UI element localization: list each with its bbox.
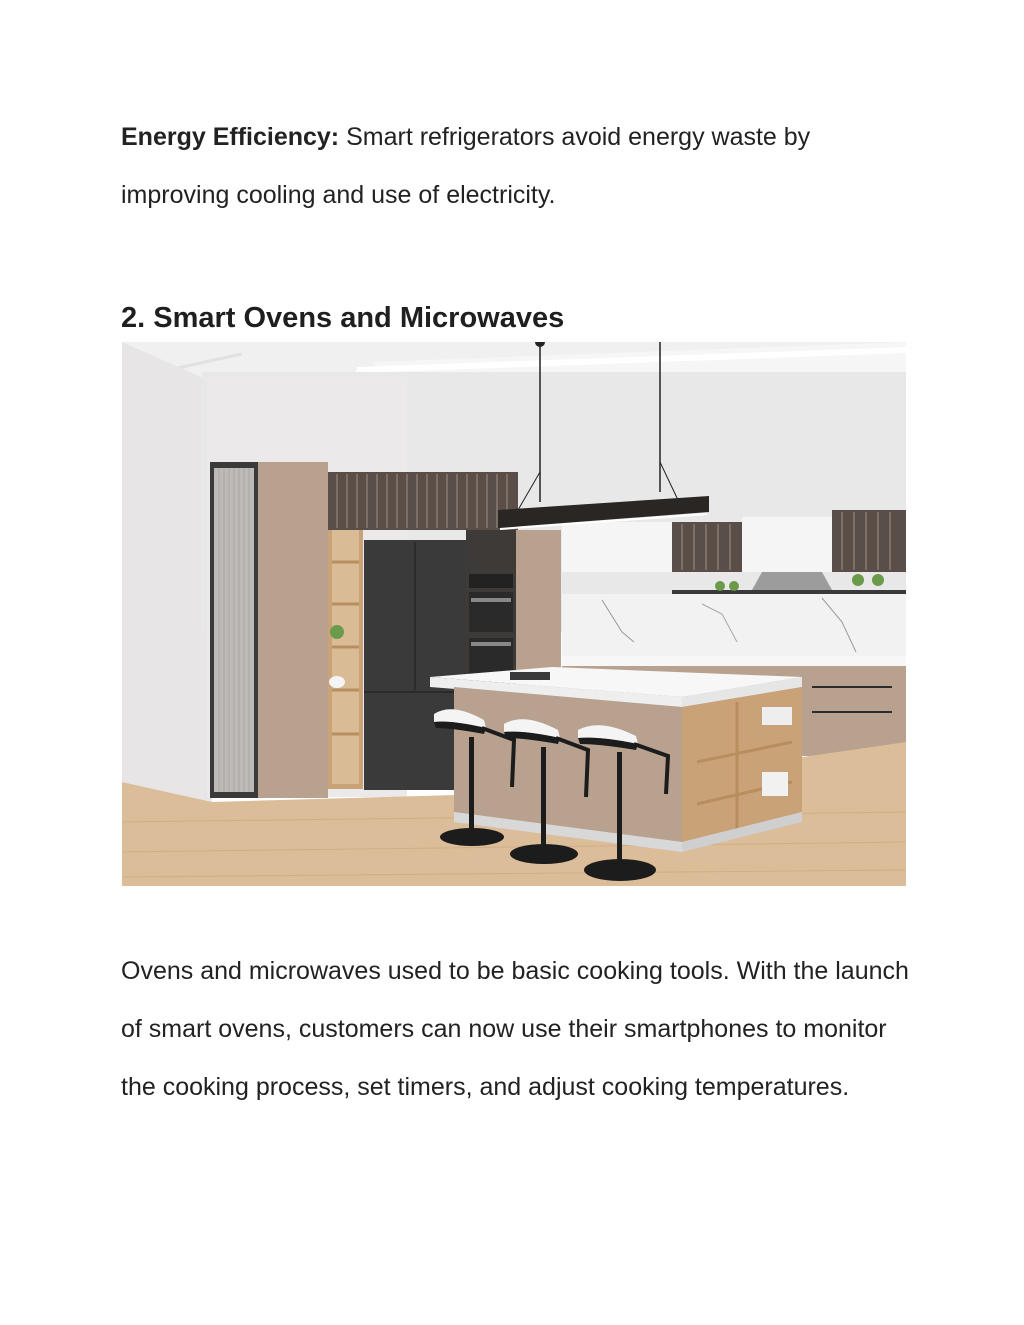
smart-ovens-paragraph: Ovens and microwaves used to be basic cooking tools. With the launch of smart ovens, customers can now use their smartphones to monitor the cooking process, set timers, and adjust cooking temperatures. <box>121 957 909 1101</box>
energy-efficiency-paragraph <box>121 108 911 224</box>
section-heading: 2. Smart Ovens and Microwaves <box>121 302 565 334</box>
energy-efficiency-label: Energy Efficiency: <box>121 123 340 151</box>
energy-efficiency-text: Smart refrigerators avoid energy waste by improving cooling and use of electricity. <box>121 123 811 209</box>
kitchen-photo <box>122 342 906 886</box>
